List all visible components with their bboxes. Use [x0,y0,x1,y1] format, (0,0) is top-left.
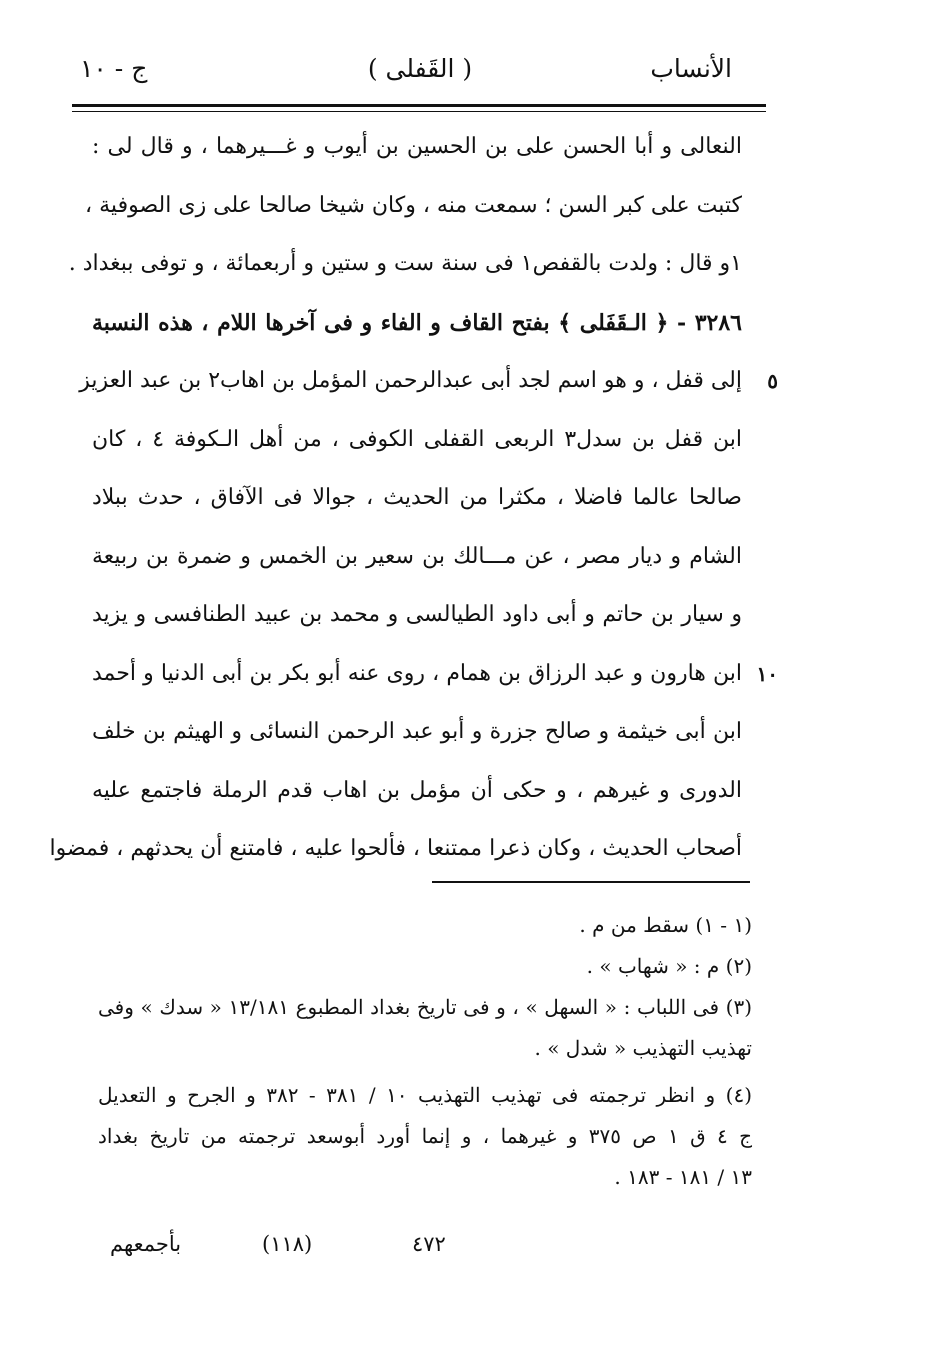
line-number: ١٠ [756,661,778,686]
text-line [92,645,778,704]
text-line [49,820,742,879]
volume-label: ج - ١٠ [80,54,148,83]
footnote-line: ج ٤ ق ١ ص ٣٧٥ و غيرهما ، و إنما أورد أبوسعد ترجمته من تاريخ بغداد [98,1124,753,1148]
page-footer [110,1232,490,1266]
footnote-line: تهذيب التهذيب « شدل » . [534,1036,752,1060]
line-number: ٥ [767,369,778,393]
header-rule-thin [72,111,766,112]
footnote-line: (٤) و انظر ترجمته فى تهذيب التهذيب ١٠ / ٣٨١ - ٣٨٢ و الجرح و التعديل [98,1083,752,1107]
text-line-content: ٣٢٨٦ - ﴿ الـقَفَلى ﴾ بفتح القاف و الفاء و فى آخرها اللام ، هذه النسبة [92,309,742,336]
text-line-content: ابن قفل بن سدل٣ الربعى القفلى الكوفى ، من أهل الـكوفة ٤ ، كان [92,426,742,452]
text-line-content: النعالى و أبا الحسن على بن الحسين بن أيوب و غـــيرهما ، و قال لى : [92,134,742,159]
text-line-content: ١و قال : ولدت بالقفص١ فى سنة ست و ستين و أربعمائة ، و توفى ببغداد . [68,251,742,276]
text-line [92,528,742,587]
entry-title: ( القَفلى ) [367,54,473,83]
catchword: بأجمعهم [110,1232,182,1256]
footnote-line: (٣) فى اللباب : « السهل » ، و فى تاريخ بغداد المطبوع ١٣/١٨١ « سدك » وفى [98,995,752,1019]
text-line-content: الدورى و غيرهم ، و حكى أن مؤمل بن اهاب قدم الرملة فاجتمع عليه [92,777,742,803]
running-header [80,54,760,100]
text-line-content: ابن أبى خيثمة و صالح جزرة و أبو عبد الرحمن النسائى و الهيثم بن خلف [92,719,742,744]
main-text [49,118,778,879]
text-line [92,411,742,470]
text-line-content: الشام و ديار مصر ، عن مـــالك بن سعير بن الخمس و ضمرة بن ربيعة [92,543,742,569]
text-line [92,294,742,353]
text-line [68,235,742,294]
footnote-separator [432,881,750,883]
text-line-content: أصحاب الحديث ، وكان ذعرا ممتنعا ، فألحوا عليه ، فامتنع أن يحدثهم ، فمضوا [49,836,742,861]
book-title: الأنساب [650,54,732,83]
footnote-line: ١٣ / ١٨١ - ١٨٣ . [614,1165,752,1189]
text-line [79,352,778,411]
footnotes [98,905,752,1198]
text-line [92,118,742,177]
text-line [92,762,742,821]
page-number: ٤٧٢ [412,1232,446,1256]
text-line [85,177,742,236]
text-line [92,469,742,528]
text-line-content: ابن هارون و عبد الرزاق بن همام ، روى عنه أبو بكر بن أبى الدنيا و أحمد [92,660,742,686]
header-rule-thick [72,104,766,107]
footnote-line: (١ - ١) سقط من م . [579,913,752,937]
text-line-content: و سيار بن حاتم و أبى داود الطيالسى و محمد بن عبيد الطنافسى و يزيد [92,602,742,627]
text-line [92,703,742,762]
text-line-content: كتبت على كبر السن ؛ سمعت منه ، وكان شيخا صالحا على زى الصوفية ، [85,192,742,218]
text-line-content: صالحا عالما فاضلا ، مكثرا من الحديث ، جوالا فى الآفاق ، حدث ببلاد [92,485,742,510]
text-line-content: إلى قفل ، و هو اسم لجد أبى عبدالرحمن المؤمل بن اهاب٢ بن عبد العزيز [79,368,742,393]
signature-mark: (١١٨) [262,1232,313,1256]
footnote-line: (٢) م : « شهاب » . [586,954,752,978]
text-line [92,586,742,645]
